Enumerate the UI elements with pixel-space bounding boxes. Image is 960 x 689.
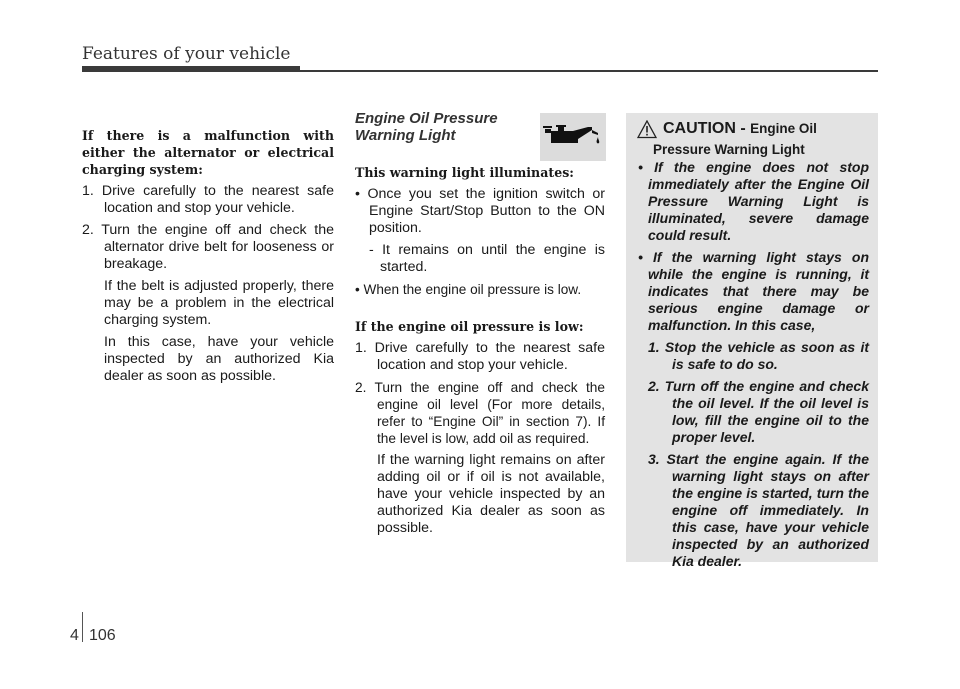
illuminates-bullet-2: • When the engine oil pressure is low. [355, 282, 582, 297]
oil-can-icon [540, 113, 606, 161]
caution-title-part-1: Engine Oil [750, 121, 817, 136]
caution-item-2: 2. Turn off the engine and check the oil level. If the oil level is low, fill the engine oil to the proper level. [648, 378, 869, 445]
low-pressure-heading: If the engine oil pressure is low: [355, 319, 584, 334]
left-column [82, 127, 334, 385]
footer-chapter-number: 4 [70, 627, 79, 644]
caution-item-3: 3. Start the engine again. If the warning light stays on after the engine is started, turn the engine off immediately. In this case, have your vehicle inspected by an authorized Kia dealer. [648, 451, 869, 569]
low-pressure-step-2: 2. Turn the engine off and check the engine oil level (For more details, refer to “Engine Oil” in section 7). If the level is low, add oil as required. [355, 380, 605, 446]
middle-column [355, 110, 605, 537]
page-header-title: Features of your vehicle [82, 44, 291, 64]
alternator-step-2: 2. Turn the engine off and check the alternator drive belt for looseness or breakage. [82, 222, 334, 272]
alternator-intro: If there is a malfunction with either the alternator or electrical charging system: [82, 128, 334, 177]
illuminates-bullet-1-sub: - It remains on until the engine is started. [369, 242, 605, 275]
footer-page-number: 106 [89, 627, 116, 644]
oil-pressure-icon-box [540, 113, 606, 161]
caution-word: CAUTION - [663, 120, 746, 137]
caution-body [633, 159, 869, 570]
header-rule-thick [82, 66, 300, 72]
low-pressure-step-1: 1. Drive carefully to the nearest safe location and stop your vehicle. [355, 340, 605, 373]
caution-header [639, 120, 817, 157]
low-pressure-step-2-note: If the warning light remains on after adding oil or if oil is not available, have your vehicle inspected by an authorized Kia dealer as soon as possible. [377, 452, 605, 536]
caution-title-part-2: Pressure Warning Light [653, 142, 805, 157]
illuminates-heading: This warning light illuminates: [355, 165, 574, 180]
alternator-step-2-note-2: In this case, have your vehicle inspected by an authorized Kia dealer as soon as possible. [104, 334, 334, 384]
warning-triangle-icon [637, 120, 657, 139]
caution-bullet-1: • If the engine does not stop immediately after the Engine Oil Pressure Warning Light is illuminated, severe damage could result. [638, 159, 869, 243]
caution-item-1: 1. Stop the vehicle as soon as it is safe to do so. [648, 339, 869, 372]
section-title-line-1: Engine Oil Pressure [355, 110, 498, 127]
footer-divider [82, 612, 83, 642]
alternator-step-2-note-1: If the belt is adjusted properly, there may be a problem in the electrical charging system. [104, 278, 334, 328]
caution-box [626, 113, 878, 569]
alternator-step-1: 1. Drive carefully to the nearest safe location and stop your vehicle. [82, 183, 334, 216]
header-rule-thin [300, 70, 878, 72]
section-title-line-2: Warning Light [355, 127, 456, 144]
caution-bullet-2: • If the warning light stays on while the engine is running, it indicates that there may be serious engine damage or malfunction. In this case, [638, 249, 869, 333]
illuminates-bullet-1: • Once you set the ignition switch or Engine Start/Stop Button to the ON position. [355, 186, 605, 236]
